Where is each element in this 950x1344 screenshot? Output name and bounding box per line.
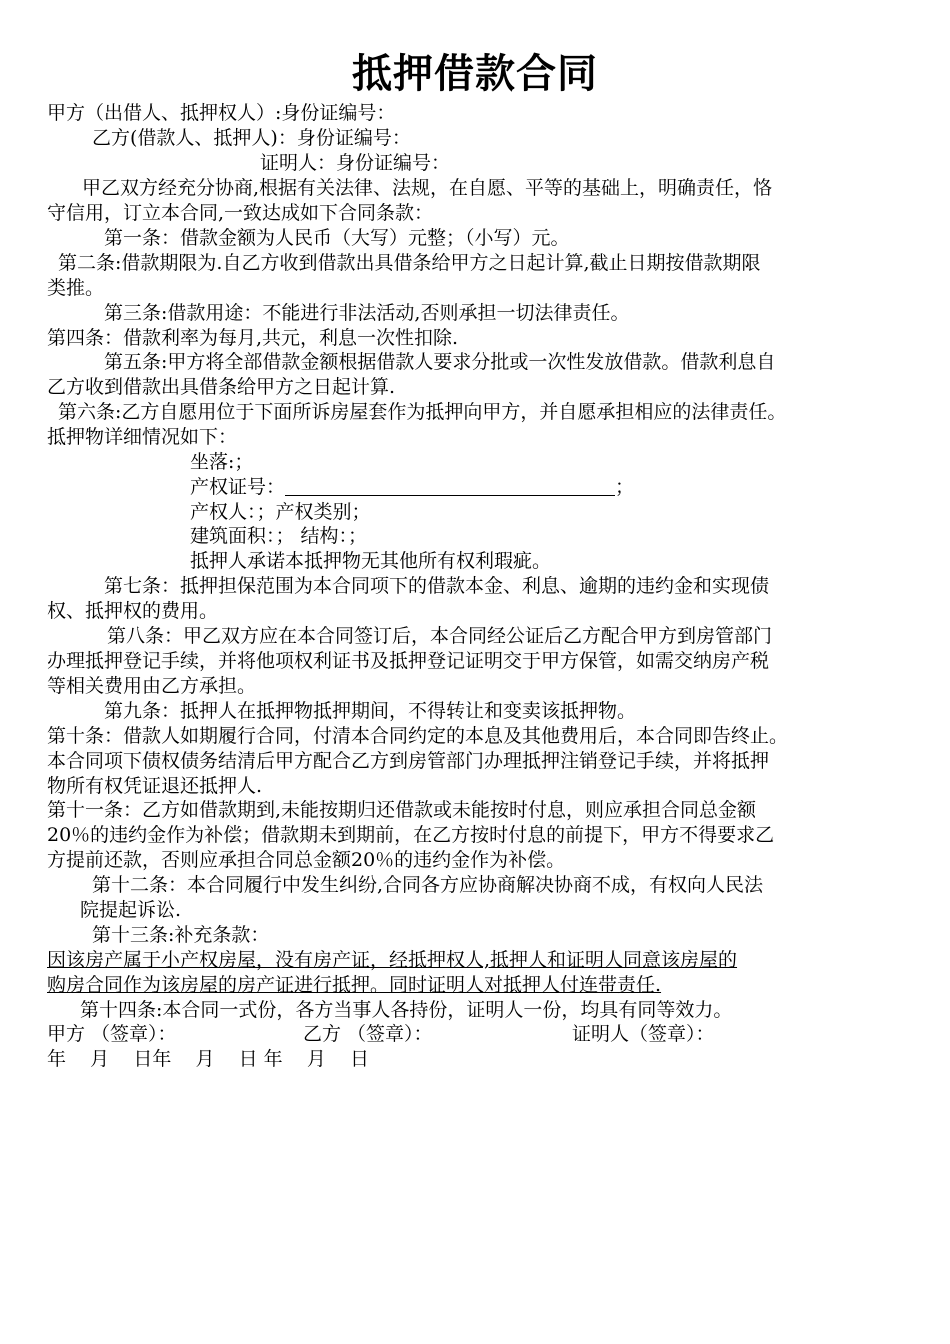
party-a-line: 甲方（出借人、抵押权人）:身份证编号： xyxy=(47,102,396,124)
article-10-line-3: 物所有权凭证退还抵押人. xyxy=(47,775,263,797)
article-7-line-2: 权、抵押权的费用。 xyxy=(47,600,219,622)
property-cert-label: 产权证号： xyxy=(190,476,286,498)
mortgagor-promise: 抵押人承诺本抵押物无其他所有权利瑕疵。 xyxy=(190,550,552,572)
article-1: 第一条：借款金额为人民币（大写）元整；（小写）元。 xyxy=(104,227,570,249)
article-8-line-3: 等相关费用由乙方承担。 xyxy=(47,675,257,697)
article-6-line-1: 第六条:乙方自愿用位于下面所诉房屋套作为抵押向甲方，并自愿承担相应的法律责任。 xyxy=(58,401,787,423)
signature-party-a: 甲方 （签章）： xyxy=(47,1023,177,1045)
article-5-line-2: 乙方收到借款出具借条给甲方之日起计算. xyxy=(47,376,396,398)
article-8-line-1: 第八条：甲乙双方应在本合同签订后，本合同经公证后乙方配合甲方到房管部门 xyxy=(107,625,773,647)
property-cert-line xyxy=(190,475,634,499)
signature-date-line: 年 月 日年 月 日 年 月 日 xyxy=(47,1048,369,1070)
building-area-line: 建筑面积：； 结构：； xyxy=(190,525,368,547)
property-cert-blank xyxy=(285,477,615,496)
article-7-line-1: 第七条：抵押担保范围为本合同项下的借款本金、利息、逾期的违约金和实现债 xyxy=(104,575,770,597)
article-2-line-2: 类推。 xyxy=(47,277,105,299)
signature-witness: 证明人（签章）： xyxy=(572,1023,715,1045)
document-title: 抵押借款合同 xyxy=(352,51,598,97)
property-owner-line: 产权人：；产权类别； xyxy=(190,501,371,523)
preamble-line-2: 守信用，订立本合同,一致达成如下合同条款： xyxy=(47,202,434,224)
signature-party-b: 乙方 （签章）： xyxy=(303,1023,433,1045)
article-3: 第三条:借款用途：不能进行非法活动,否则承担一切法律责任。 xyxy=(104,302,630,324)
supplementary-clause-line-2: 购房合同作为该房屋的房产证进行抵押。同时证明人对抵押人付连带责任. xyxy=(47,974,662,996)
supplementary-clause-line-1: 因该房产属于小产权房屋，没有房产证，经抵押权人,抵押人和证明人同意该房屋的 xyxy=(47,949,738,971)
article-4: 第四条：借款利率为每月,共元，利息一次性扣除. xyxy=(47,327,459,349)
party-b-line: 乙方(借款人、抵押人)：身份证编号： xyxy=(92,127,411,149)
collateral-location: 坐落:； xyxy=(190,451,254,473)
article-5-line-1: 第五条:甲方将全部借款金额根据借款人要求分批或一次性发放借款。借款利息自 xyxy=(104,351,776,373)
article-10-line-1: 第十条：借款人如期履行合同，付清本合同约定的本息及其他费用后，本合同即告终止。 xyxy=(47,725,789,747)
article-11-line-2: 20％的违约金作为补偿；借款期未到期前，在乙方按时付息的前提下，甲方不得要求乙 xyxy=(47,824,775,846)
article-10-line-2: 本合同项下债权债务结清后甲方配合乙方到房管部门办理抵押注销登记手续，并将抵押 xyxy=(47,750,770,772)
article-12-line-2: 院提起诉讼. xyxy=(80,899,182,921)
article-8-line-2: 办理抵押登记手续，并将他项权利证书及抵押登记证明交于甲方保管，如需交纳房产税 xyxy=(47,650,770,672)
article-2-line-1: 第二条:借款期限为.自乙方收到借款出具借条给甲方之日起计算,截止日期按借款期限 xyxy=(58,252,761,274)
article-13: 第十三条:补充条款： xyxy=(92,924,270,946)
preamble-line-1: 甲乙双方经充分协商,根据有关法律、法规，在自愿、平等的基础上，明确责任，恪 xyxy=(82,177,773,199)
article-11-line-3: 方提前还款，否则应承担合同总金额20％的违约金作为补偿。 xyxy=(47,849,566,871)
property-cert-end: ； xyxy=(615,476,635,498)
article-11-line-1: 第十一条：乙方如借款期到,未能按期归还借款或未能按时付息，则应承担合同总金额 xyxy=(47,799,757,821)
article-6-line-2: 抵押物详细情况如下： xyxy=(47,426,238,448)
article-14: 第十四条:本合同一式份，各方当事人各持份，证明人一份，均具有同等效力。 xyxy=(80,999,733,1021)
witness-line: 证明人：身份证编号： xyxy=(260,152,451,174)
article-9: 第九条：抵押人在抵押物抵押期间，不得转让和变卖该抵押物。 xyxy=(104,700,637,722)
article-12-line-1: 第十二条：本合同履行中发生纠纷,合同各方应协商解决协商不成，有权向人民法 xyxy=(92,874,764,896)
